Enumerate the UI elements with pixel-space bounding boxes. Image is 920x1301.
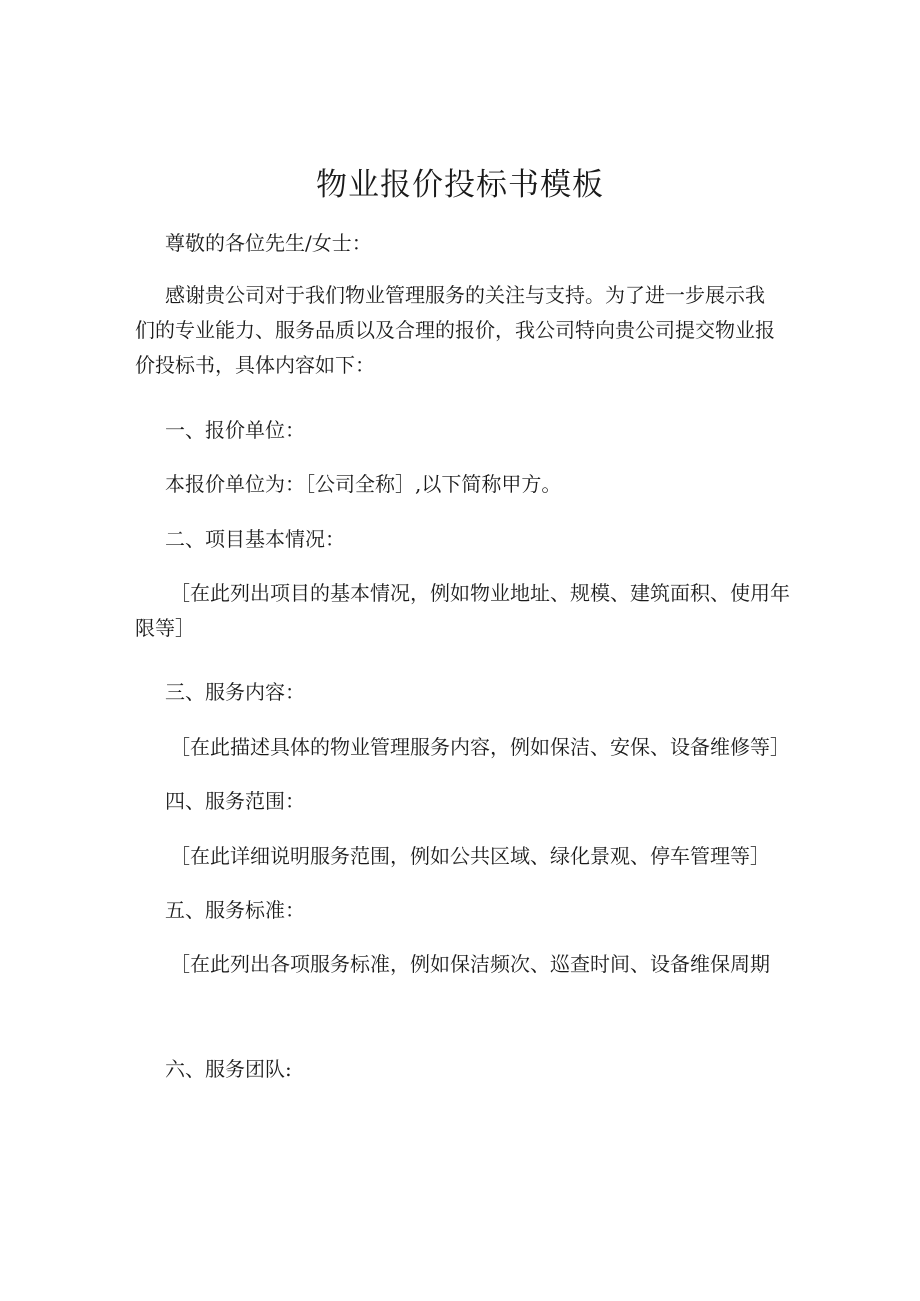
section-body-service-scope: ［在此详细说明服务范围，例如公共区域、绿化景观、停车管理等］ bbox=[170, 844, 770, 868]
section-body-project-situation: ［在此列出项目的基本情况，例如物业地址、规模、建筑面积、使用年限等］ bbox=[135, 581, 790, 640]
section-heading-service-content: 三、服务内容： bbox=[165, 680, 305, 704]
section-body-service-content: ［在此描述具体的物业管理服务内容，例如保洁、安保、设备维修等］ bbox=[170, 735, 790, 759]
section-body-service-standard: ［在此列出各项服务标准，例如保洁频次、巡查时间、设备维保周期 bbox=[170, 952, 770, 976]
section-heading-project-situation: 二、项目基本情况： bbox=[165, 527, 345, 551]
intro-paragraph: 感谢贵公司对于我们物业管理服务的关注与支持。为了进一步展示我们的专业能力、服务品质以及合理的报价，我公司特向贵公司提交物业报价投标书，具体内容如下： bbox=[135, 283, 775, 377]
section-heading-service-team: 六、服务团队: bbox=[165, 1057, 292, 1081]
section-heading-service-scope: 四、服务范围： bbox=[165, 789, 305, 813]
document-title: 物业报价投标书模板 bbox=[316, 167, 604, 203]
section-heading-service-standard: 五、服务标准： bbox=[165, 898, 305, 922]
section-heading-bidder: 一、报价单位： bbox=[165, 418, 305, 442]
salutation: 尊敬的各位先生/女士： bbox=[165, 231, 372, 255]
section-body-bidder: 本报价单位为：［公司全称］,以下简称甲方。 bbox=[165, 472, 562, 496]
